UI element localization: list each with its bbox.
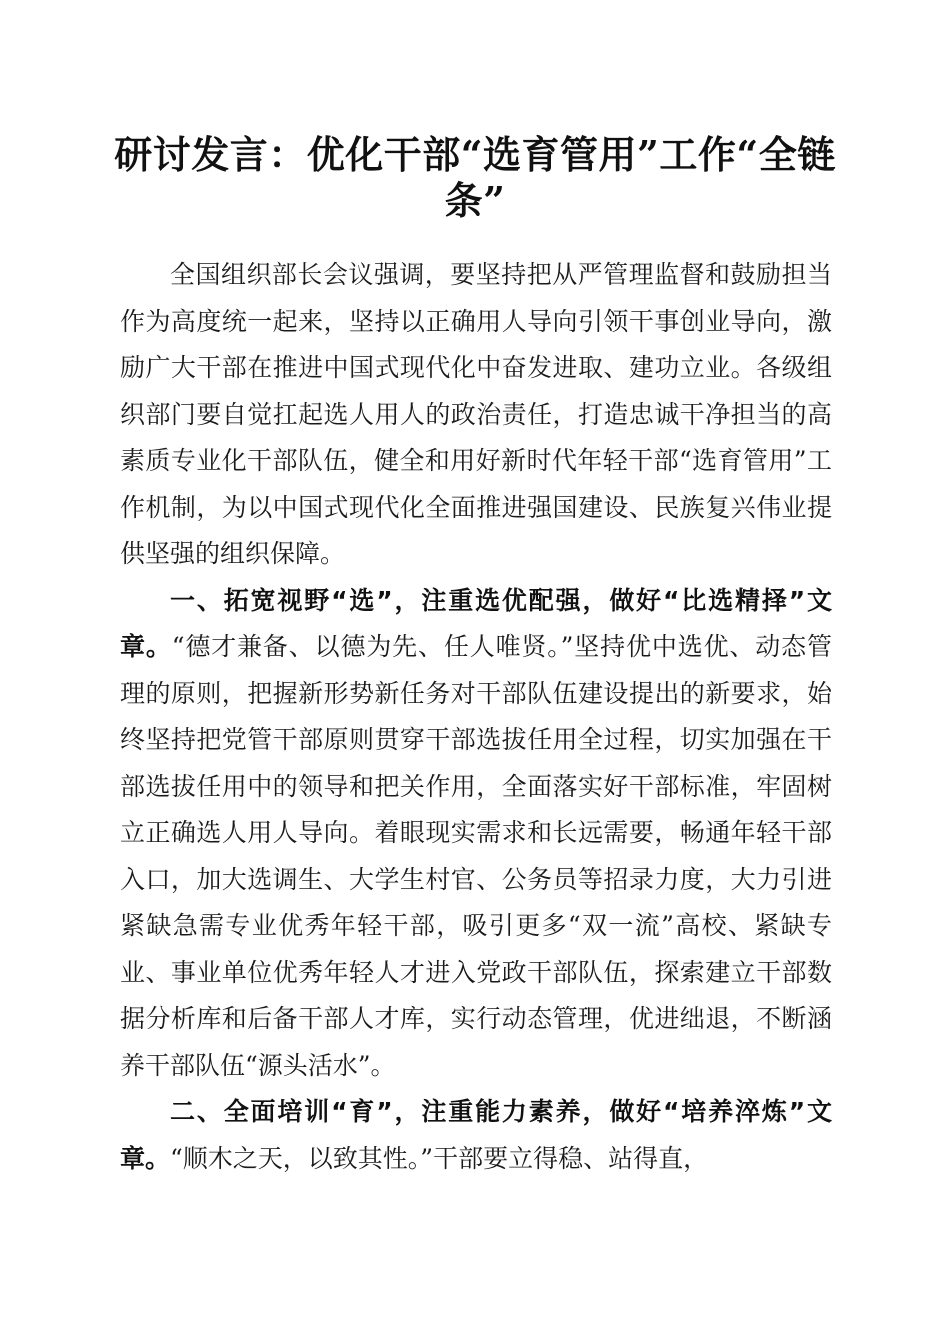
document-title: 研讨发言：优化干部“选育管用”工作“全链条” (114, 132, 836, 223)
paragraph-text: 全国组织部长会议强调，要坚持把从严管理监督和鼓励担当作为高度统一起来，坚持以正确用人导向引领干事创业导向，激励广大干部在推进中国式现代化中奋发进取、建功立业。各级组织部门要自觉扛起选人用人的政治责任，打造忠诚干净担当的高素质专业化干部队伍，健全和用好新时代年轻干部“选育管用”工作机制，为以中国式现代化全面推进强国建设、民族复兴伟业提供坚强的组织保障。 (120, 260, 832, 568)
section-heading: 一、拓宽视野“选”，注重选优配强，做好“比选精择”文章。 (120, 585, 832, 661)
paragraph-intro (120, 252, 832, 578)
paragraph-section-2 (120, 1089, 832, 1182)
paragraph-text: “顺木之天，以致其性。”干部要立得稳、站得直， (170, 1143, 709, 1173)
document-body (120, 252, 832, 1182)
paragraph-section-1 (120, 578, 832, 1090)
paragraph-text: “德才兼备、以德为先、任人唯贤。”坚持优中选优、动态管理的原则，把握新形势新任务对干部队伍建设提出的新要求，始终坚持把党管干部原则贯穿干部选拔任用全过程，切实加强在干部选拔任用中的领导和把关作用，全面落实好干部标准，牢固树立正确选人用人导向。着眼现实需求和长远需要，畅通年轻干部入口，加大选调生、大学生村官、公务员等招录力度，大力引进紧缺急需专业优秀年轻干部，吸引更多“双一流”高校、紧缺专业、事业单位优秀年轻人才进入党政干部队伍，探索建立干部数据分析库和后备干部人才库，实行动态管理，优进绌退，不断涵养干部队伍“源头活水”。 (120, 632, 832, 1080)
section-heading: 二、全面培训“育”，注重能力素养，做好“培养淬炼”文章。 (120, 1097, 832, 1173)
